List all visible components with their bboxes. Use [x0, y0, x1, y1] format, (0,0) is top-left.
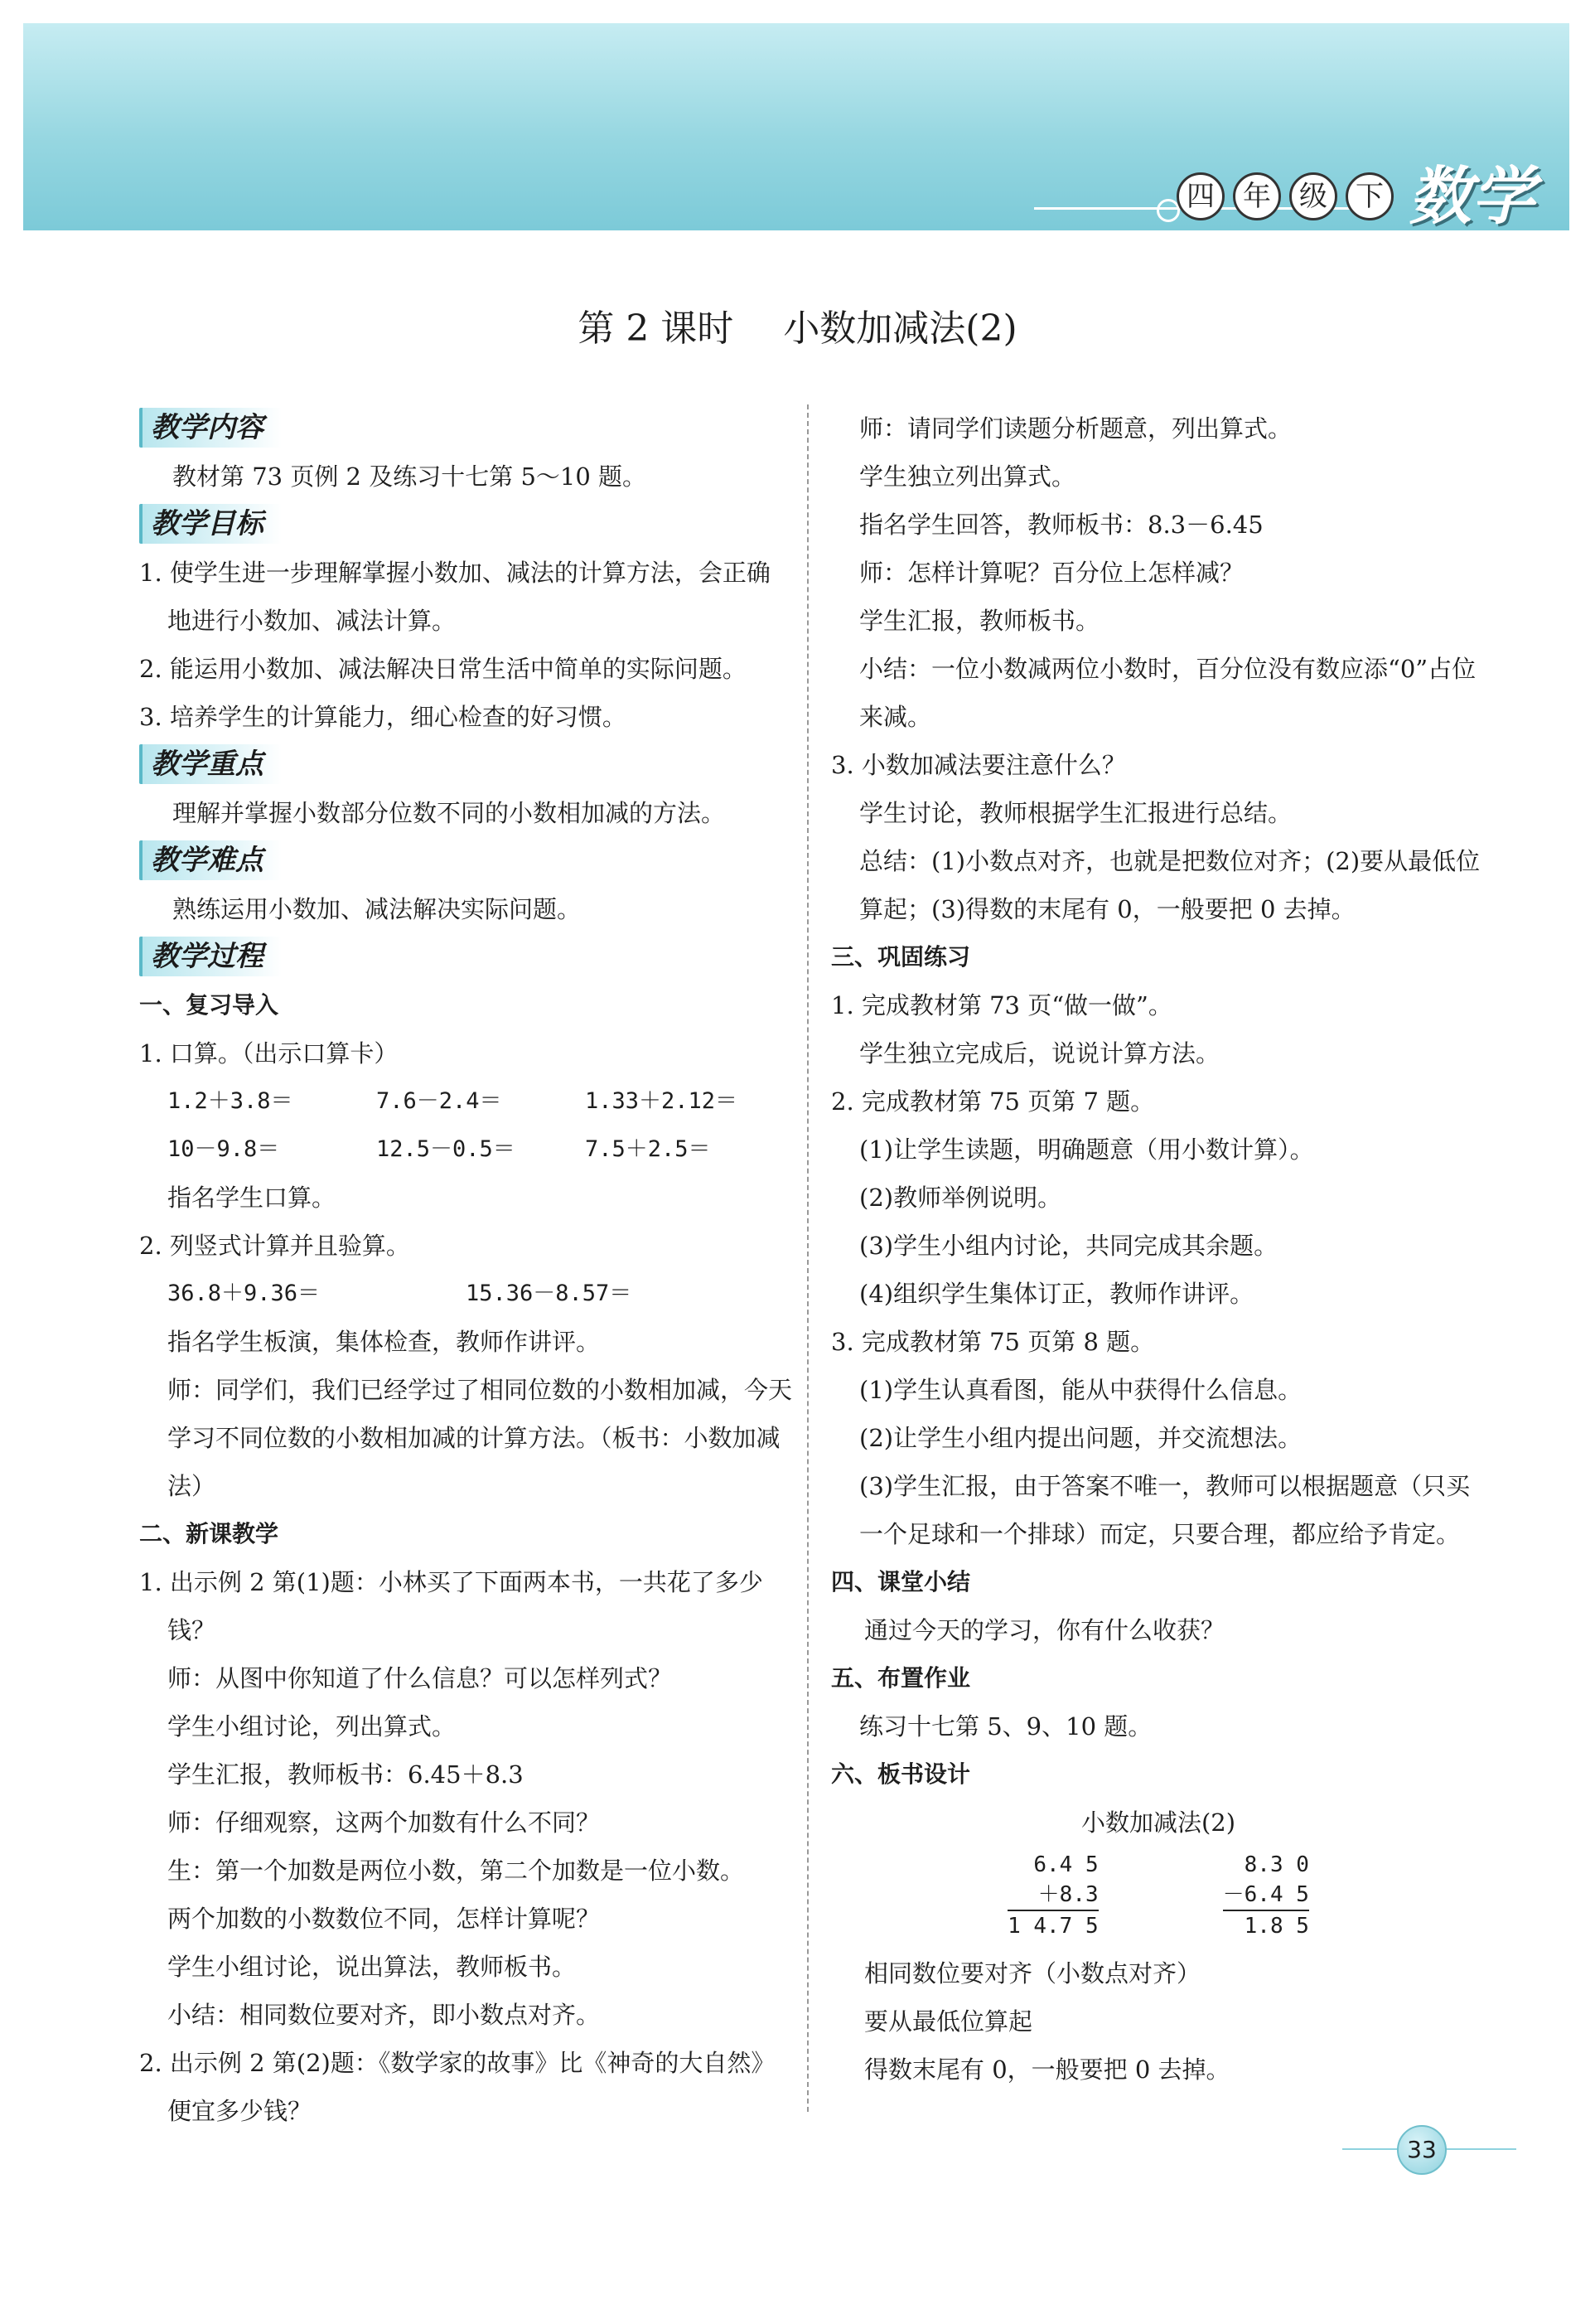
section-tag-difficulty: 教学难点 — [139, 840, 282, 880]
body-text: 学生小组讨论，列出算式。 — [167, 1712, 457, 1741]
oral-item: 7.6－2.4＝ — [376, 1088, 502, 1114]
body-text: 学生独立列出算式。 — [859, 462, 1076, 491]
addend-bottom: ＋8.3 — [1037, 1882, 1099, 1907]
section-heading: 一、复习导入 — [139, 991, 279, 1019]
body-text: 师：仔细观察，这两个加数有什么不同？ — [167, 1808, 601, 1837]
body-text: 两个加数的小数数位不同，怎样计算呢？ — [167, 1905, 601, 1933]
body-text: 2. 出示例 2 第(2)题：《数学家的故事》比《神奇的大自然》便宜多少钱？ — [139, 2049, 776, 2125]
page-title — [0, 298, 1595, 351]
body-text: 1. 出示例 2 第(1)题：小林买了下面两本书，一共花了多少钱？ — [139, 1568, 763, 1644]
board-calculations — [831, 1850, 1486, 1941]
section-heading: 五、布置作业 — [831, 1664, 971, 1692]
goal-item: 2. 能运用小数加、减法解决日常生活中简单的实际问题。 — [139, 655, 747, 683]
body-text: 指名学生口算。 — [167, 1184, 336, 1212]
vertical-item: 36.8＋9.36＝ — [167, 1281, 321, 1306]
body-text: 3. 小数加减法要注意什么？ — [831, 751, 1126, 779]
lesson-topic: 小数加减法(2) — [783, 307, 1017, 350]
subject-logo: 数学 — [1409, 159, 1535, 233]
column-divider — [807, 404, 809, 2112]
body-text: 师：怎样计算呢？百分位上怎样减？ — [859, 559, 1245, 587]
oral-item: 7.5＋2.5＝ — [585, 1136, 711, 1162]
body-text: 小结：一位小数减两位小数时，百分位没有数应添“0”占位来减。 — [859, 655, 1477, 731]
body-text: (4)组织学生集体订正，教师作讲评。 — [859, 1280, 1254, 1308]
vertical-item: 15.36－8.57＝ — [466, 1281, 632, 1306]
body-text: (2)让学生小组内提出问题，并交流想法。 — [859, 1424, 1303, 1452]
section-heading: 六、板书设计 — [831, 1760, 971, 1788]
section-tag-process: 教学过程 — [139, 937, 282, 976]
oral-item: 12.5－0.5＝ — [376, 1136, 515, 1162]
vertical-row — [139, 1270, 794, 1318]
grade-char: 四 — [1177, 172, 1225, 220]
subtrahend: －6.4 5 — [1222, 1882, 1309, 1907]
body-text: (1)让学生读题，明确题意（用小数计算）。 — [859, 1135, 1314, 1164]
key-text: 理解并掌握小数部分位数不同的小数相加减的方法。 — [172, 799, 726, 827]
grade-char: 级 — [1289, 172, 1337, 220]
body-text: (2)教师举例说明。 — [859, 1184, 1062, 1212]
body-text: 2. 完成教材第 75 页第 7 题。 — [831, 1087, 1155, 1116]
grade-char: 下 — [1346, 172, 1394, 220]
body-text: 小结：相同数位要对齐，即小数点对齐。 — [167, 2001, 601, 2029]
body-text: (3)学生小组内讨论，共同完成其余题。 — [859, 1232, 1278, 1260]
section-heading: 二、新课教学 — [139, 1520, 279, 1547]
section-tag-key: 教学重点 — [139, 744, 282, 784]
content-text: 教材第 73 页例 2 及练习十七第 5～10 题。 — [172, 462, 647, 491]
vertical-subtraction — [1223, 1850, 1309, 1941]
vertical-addition — [1008, 1850, 1099, 1941]
body-text: 3. 完成教材第 75 页第 8 题。 — [831, 1328, 1155, 1356]
oral-heading: 1. 口算。（出示口算卡） — [139, 1039, 399, 1068]
left-column — [139, 404, 794, 2135]
board-note: 要从最低位算起 — [864, 2007, 1033, 2036]
vertical-heading: 2. 列竖式计算并且验算。 — [139, 1232, 410, 1260]
oral-row — [139, 1077, 794, 1126]
body-text: 师：请同学们读题分析题意，列出算式。 — [859, 414, 1293, 443]
difficulty-text: 熟练运用小数加、减法解决实际问题。 — [172, 895, 582, 923]
body-text: 学生讨论，教师根据学生汇报进行总结。 — [859, 799, 1293, 827]
board-note: 得数末尾有 0，一般要把 0 去掉。 — [864, 2055, 1230, 2084]
body-text: 师：从图中你知道了什么信息？可以怎样列式？ — [167, 1664, 673, 1692]
section-tag-content: 教学内容 — [139, 408, 282, 448]
goal-item: 3. 培养学生的计算能力，细心检查的好习惯。 — [139, 703, 626, 731]
difference-result: 1.8 5 — [1223, 1910, 1309, 1941]
lesson-number: 第 2 课时 — [578, 307, 734, 350]
oral-row — [139, 1126, 794, 1174]
minuend: 8.3 0 — [1244, 1852, 1309, 1877]
section-heading: 三、巩固练习 — [831, 943, 971, 971]
body-text: 练习十七第 5、9、10 题。 — [859, 1712, 1153, 1741]
oral-item: 10－9.8＝ — [167, 1136, 280, 1162]
sum-result: 1 4.7 5 — [1008, 1910, 1099, 1941]
body-text: 学生汇报，教师板书。 — [859, 607, 1100, 635]
goal-item: 1. 使学生进一步理解掌握小数加、减法的计算方法，会正确地进行小数加、减法计算。 — [139, 559, 771, 635]
body-text: 生：第一个加数是两位小数，第二个加数是一位小数。 — [167, 1857, 745, 1885]
body-text: 指名学生回答，教师板书：8.3－6.45 — [859, 511, 1264, 539]
oral-item: 1.33＋2.12＝ — [585, 1088, 738, 1114]
body-text: 学生独立完成后，说说计算方法。 — [859, 1039, 1220, 1068]
body-text: 学生汇报，教师板书：6.45＋8.3 — [167, 1760, 524, 1789]
body-text: (1)学生认真看图，能从中获得什么信息。 — [859, 1376, 1303, 1404]
grade-char: 年 — [1233, 172, 1281, 220]
body-text: 学生小组讨论，说出算法，教师板书。 — [167, 1953, 577, 1981]
section-tag-goals: 教学目标 — [139, 504, 282, 544]
page-number: 33 — [1397, 2125, 1447, 2175]
oral-item: 1.2＋3.8＝ — [167, 1088, 293, 1114]
body-text: 1. 完成教材第 73 页“做一做”。 — [831, 991, 1172, 1019]
right-column — [831, 404, 1486, 2094]
header-banner — [23, 23, 1569, 233]
body-text: (3)学生汇报，由于答案不唯一，教师可以根据题意（只买一个足球和一个排球）而定，只要合理，都应给予肯定。 — [859, 1472, 1471, 1548]
body-text: 师：同学们，我们已经学过了相同位数的小数相加减，今天学习不同位数的小数相加减的计算方法。（板书：小数加减法） — [167, 1376, 793, 1500]
body-text: 指名学生板演，集体检查，教师作讲评。 — [167, 1328, 601, 1356]
body-text: 通过今天的学习，你有什么收获？ — [864, 1616, 1225, 1644]
addend-top: 6.4 5 — [1033, 1852, 1099, 1877]
grade-label — [1177, 172, 1394, 220]
board-title: 小数加减法(2) — [1080, 1808, 1236, 1837]
board-note: 相同数位要对齐（小数点对齐） — [864, 1959, 1201, 1988]
body-text: 总结：(1)小数点对齐，也就是把数位对齐；(2)要从最低位算起；(3)得数的末尾有 0，一般要把 0 去掉。 — [859, 847, 1481, 923]
section-heading: 四、课堂小结 — [831, 1568, 971, 1595]
